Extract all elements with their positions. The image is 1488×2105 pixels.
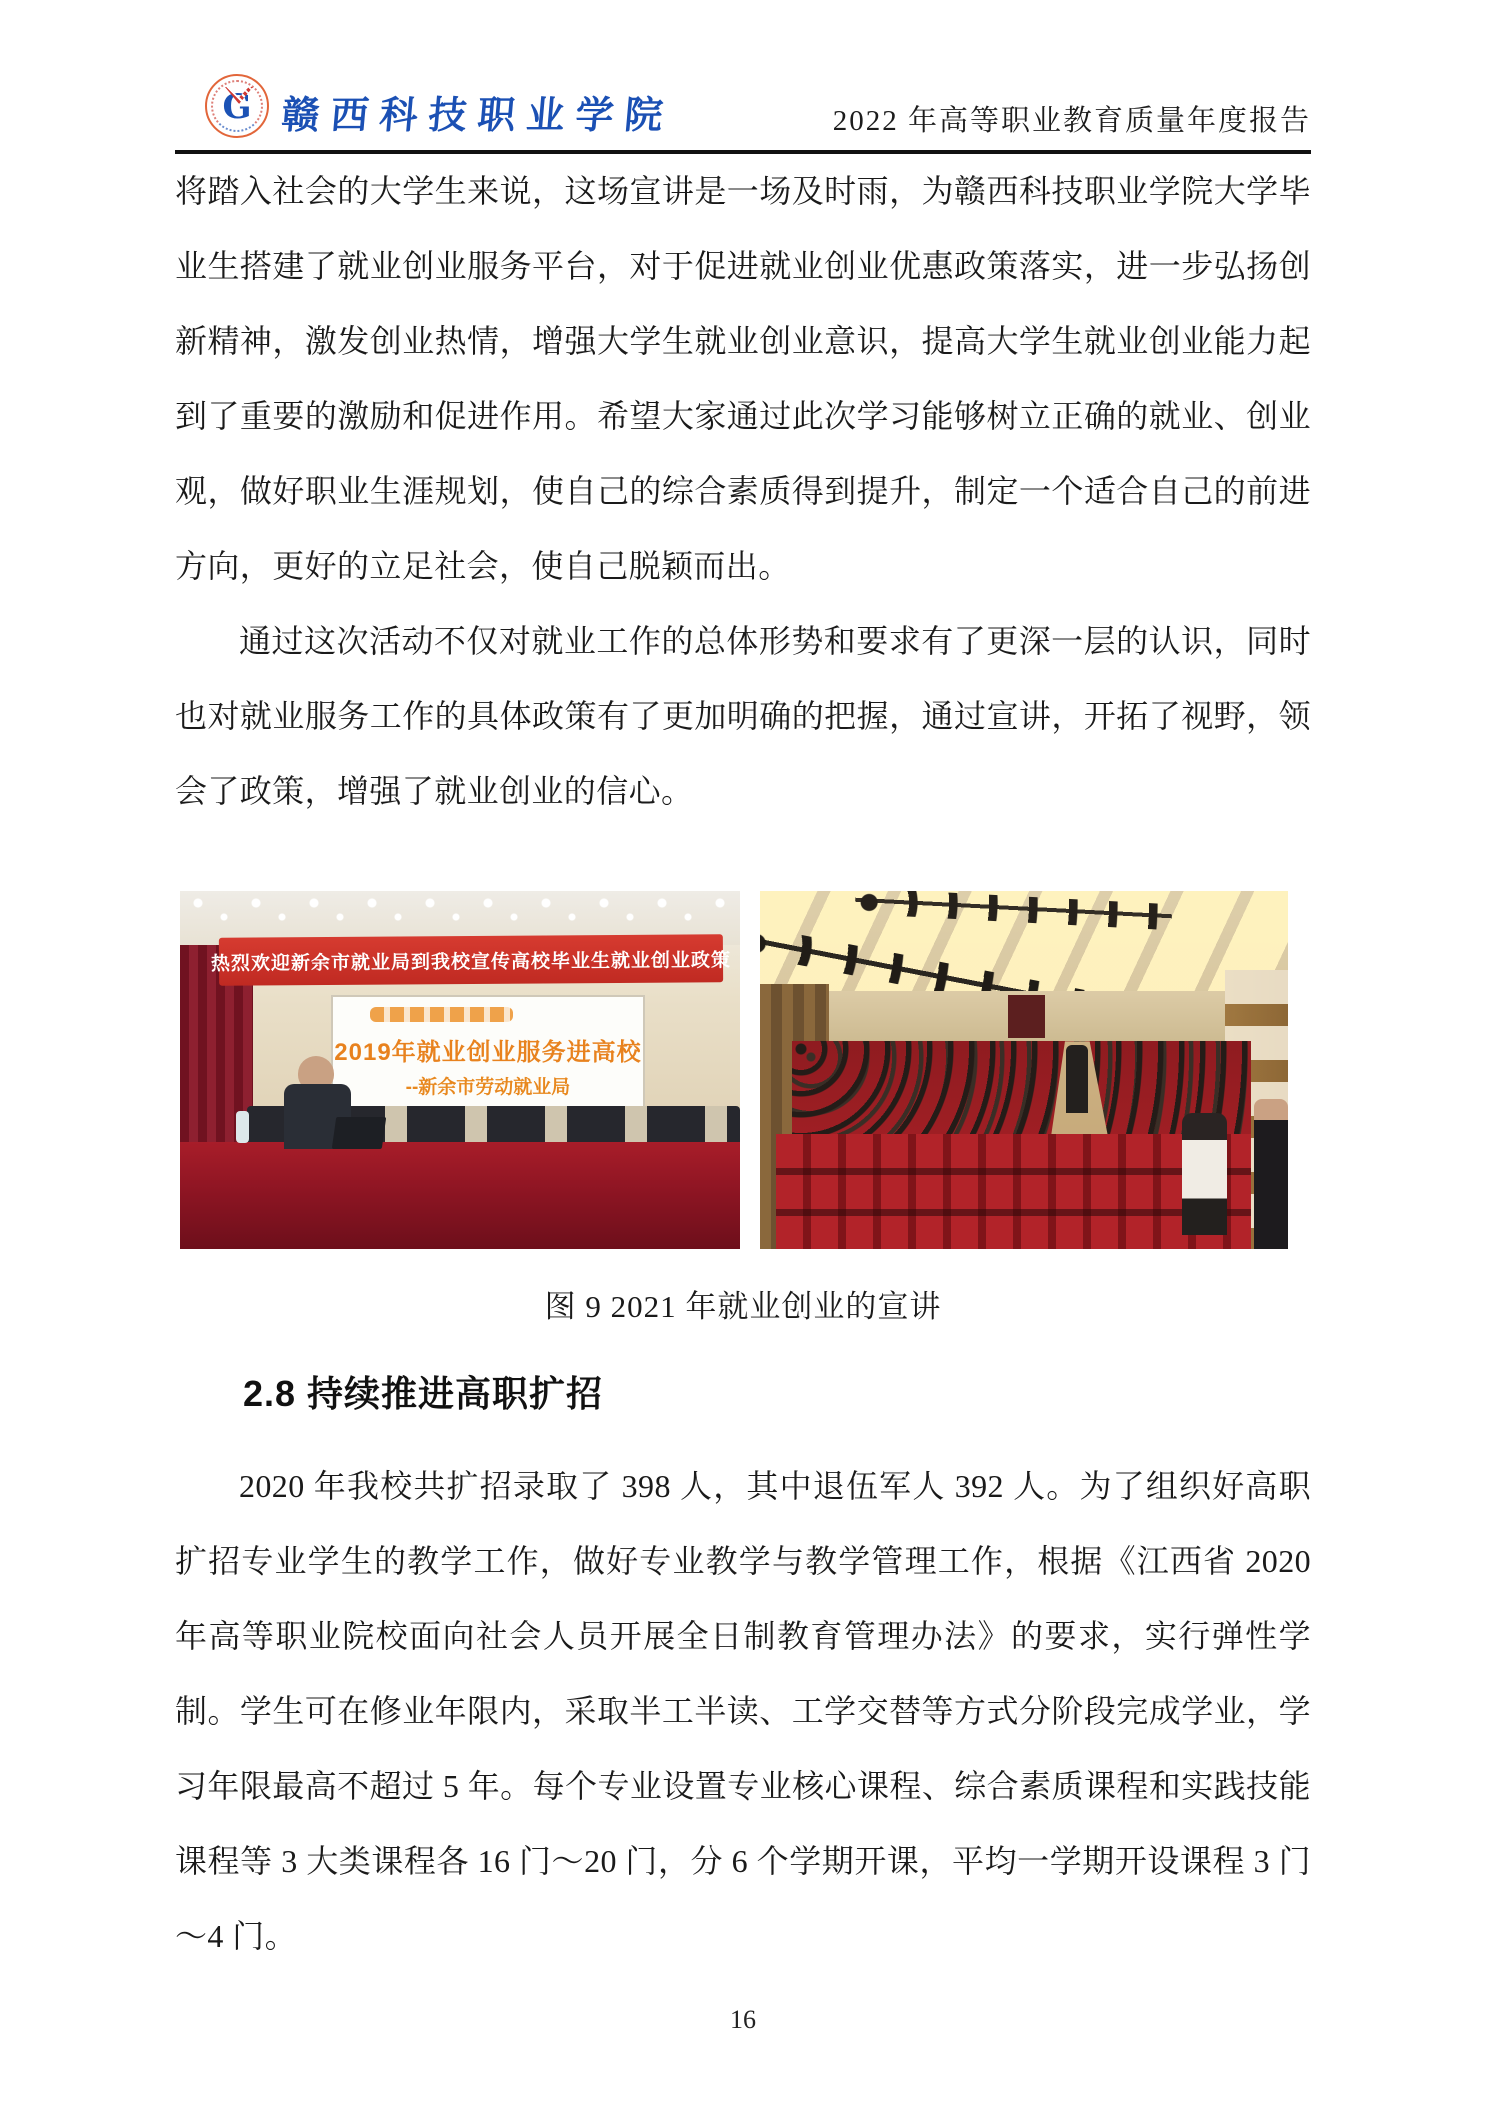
back-door [1008,995,1045,1038]
red-tablecloth-decoration [180,1142,740,1249]
emblem-g-letter: G [222,87,252,127]
laptop-icon [332,1117,387,1149]
paragraph-3: 2020 年我校共扩招录取了 398 人，其中退伍军人 392 人。为了组织好高职扩招专业学生的教学工作，做好专业教学与教学管理工作，根据《江西省 2020 年高等职业院校面向社会人员开展全日制教育管理办法》的要求，实行弹性学制。学生可在修业年限内，采取半工半读、工学交替等方式分阶段完成学业，学习年限最高不超过 5 年。每个专业设置专业核心课程、综合素质课程和实践技能课程等 3 大类课程各 16 门～20 门，分 6 个学期开课，平均一学期开设课程 3 门～4 门。 [175,1468,1311,1954]
welcome-banner: 热烈欢迎新余市就业局到我校宣传高校毕业生就业创业政策 [219,934,723,986]
paragraph-1: 将踏入社会的大学生来说，这场宣讲是一场及时雨，为赣西科技职业学院大学毕业生搭建了就业创业服务平台，对于促进就业创业优惠政策落实，进一步弘扬创新精神，激发创业热情，增强大学生就业创业意识，提高大学生就业创业能力起到了重要的激励和促进作用。希望大家通过此次学习能够树立正确的就业、创业观，做好职业生涯规划，使自己的综合素质得到提升，制定一个适合自己的前进方向，更好的立足社会，使自己脱颖而出。 [175,173,1311,584]
figure-block [175,891,1311,1329]
person-white-shirt [1182,1113,1227,1235]
photo-row [180,891,1311,1249]
figure-caption: 图 9 2021 年就业创业的宣讲 [544,1289,942,1324]
photo-lecture-hall-stage [180,891,740,1249]
section-heading-2-8: 2.8 持续推进高职扩招 [243,1373,604,1414]
person-dark-suit [1254,1099,1288,1249]
screen-title: 2019年就业创业服务进高校 [334,1039,642,1067]
water-bottle-icon [236,1111,249,1143]
screen-logo-strip [370,1007,512,1021]
page-header [0,0,1488,154]
school-name: 赣西科技职业学院 [279,92,676,137]
page-number: 16 [730,2005,756,2034]
screen-subtitle: --新余市劳动就业局 [405,1077,571,1099]
projection-screen [331,995,645,1117]
red-seats-decoration [776,1134,1251,1249]
photo-auditorium-audience [760,891,1288,1249]
standing-person [1066,1045,1088,1113]
report-title: 2022 年高等职业教育质量年度报告 [832,105,1311,137]
school-emblem-icon [205,74,269,138]
document-body [175,154,1311,2036]
paragraph-2: 通过这次活动不仅对就业工作的总体形势和要求有了更深一层的认识，同时也对就业服务工作的具体政策有了更加明确的把握，通过宣讲，开拓了视野，领会了政策，增强了就业创业的信心。 [175,623,1311,809]
